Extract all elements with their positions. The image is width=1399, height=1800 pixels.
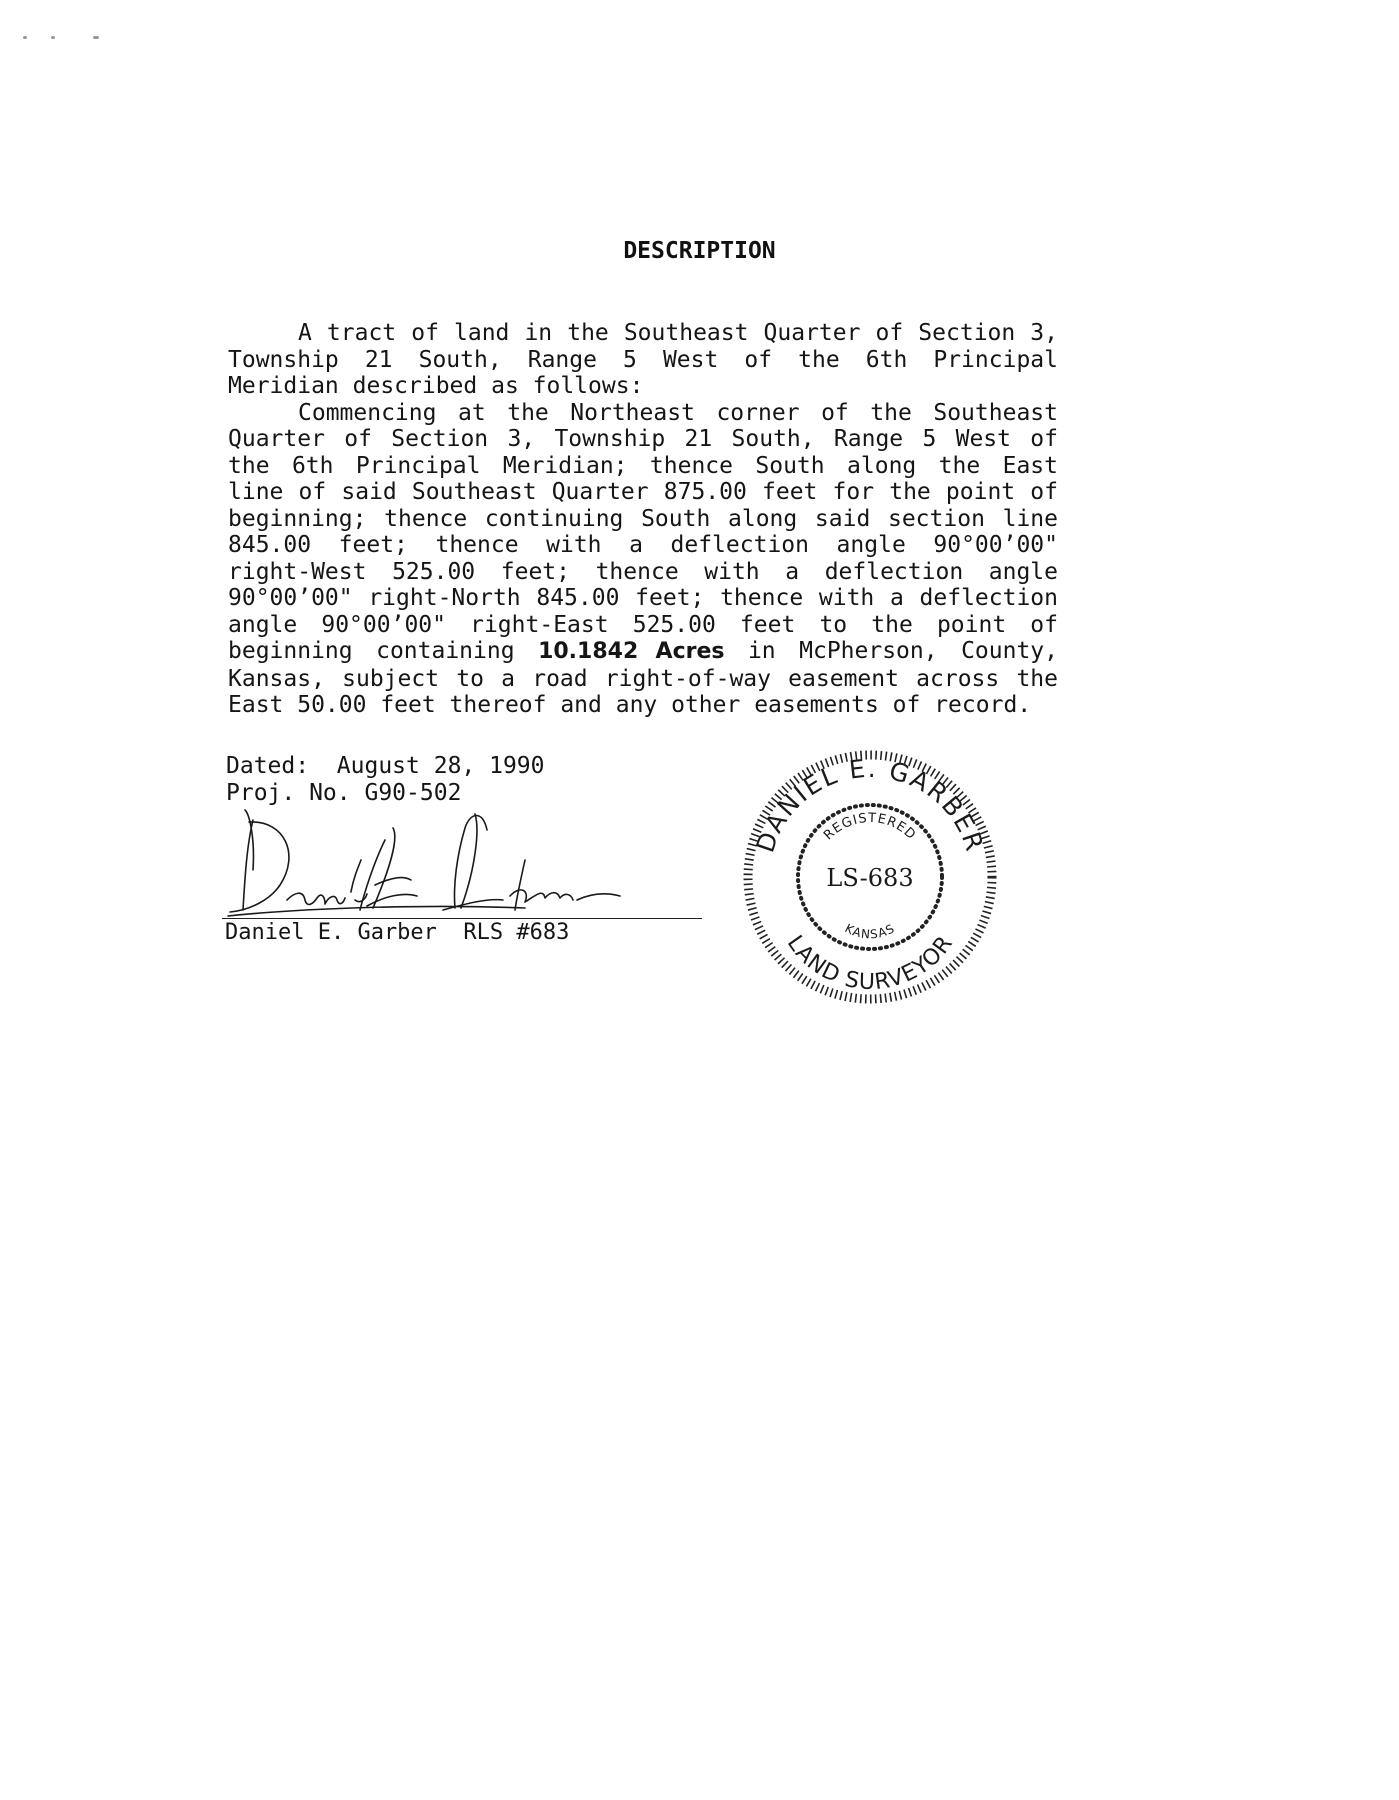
seal-outer-bottom-text: LAND SURVEYOR xyxy=(781,931,959,996)
project-label: Proj. No. xyxy=(226,780,351,806)
seal-outer-top-text: DANIEL E. GARBER xyxy=(750,753,990,857)
date-block xyxy=(226,753,545,807)
scan-mark xyxy=(51,36,55,39)
document-title: DESCRIPTION xyxy=(623,238,776,264)
seal-inner-bottom-text: KANSAS xyxy=(842,921,898,942)
signature-line xyxy=(222,918,702,919)
project-value: G90-502 xyxy=(364,780,462,806)
surveyor-seal xyxy=(735,742,1005,1012)
description-closing: in McPherson, County, Kansas, subject to a road right-of-way easement across the East 50.00 feet thereof and any other easements of record. xyxy=(228,638,1058,718)
handwritten-signature xyxy=(225,800,655,920)
scan-mark xyxy=(23,36,27,39)
seal-inner-top-text: REGISTERED xyxy=(821,810,919,844)
acreage: 10.1842 Acres xyxy=(538,639,725,664)
intro-paragraph: A tract of land in the Southeast Quarter of Section 3, Township 21 South, Range 5 West of the 6th Principal Meridian described as follows: xyxy=(228,320,1058,399)
legal-description xyxy=(228,320,1058,719)
description-paragraph xyxy=(228,400,1058,719)
dated-label: Dated: xyxy=(226,753,310,779)
scan-mark xyxy=(93,36,99,39)
description-text: Commencing at the Northeast corner of the Southeast Quarter of Section 3, Township 21 South, Range 5 West of the 6th Principal Meridian; thence South along the East line of said Southeast Quarter 875.00 feet for the point of beginning; thence continuing South along said section line 845.00 feet; thence with a deflection angle 90°00’00" right-West 525.00 feet; thence with a deflection angle 90°00’00" right-North 845.00 feet; thence with a deflection angle 90°00’00" right-East 525.00 feet to the point of beginning containing xyxy=(228,399,1058,664)
signer-name: Daniel E. Garber xyxy=(225,920,437,945)
dated-value: August 28, 1990 xyxy=(336,753,545,779)
seal-license-number: LS-683 xyxy=(826,864,914,892)
signer-license: RLS #683 xyxy=(463,920,570,945)
svg-text:KANSAS xyxy=(843,921,898,941)
signer-block xyxy=(225,920,569,945)
svg-text:REGISTERED xyxy=(821,811,919,843)
